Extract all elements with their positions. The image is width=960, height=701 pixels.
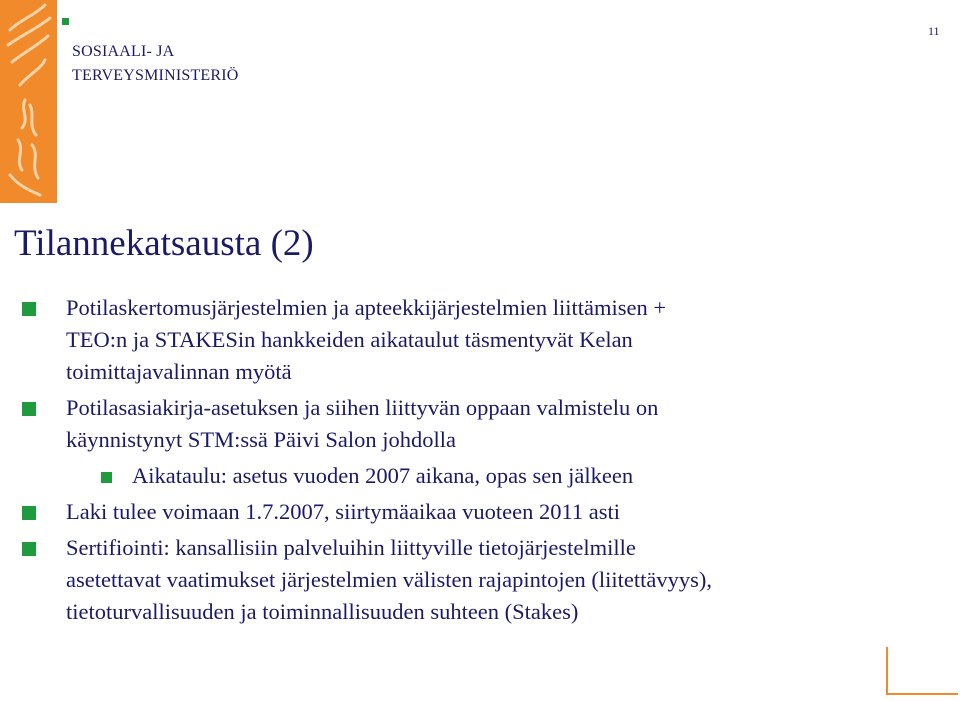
bullet-item-1	[0, 292, 960, 388]
ministry-name	[72, 40, 239, 88]
ministry-name-line1: SOSIAALI- JA	[72, 43, 175, 60]
bullet-square-icon	[22, 542, 36, 556]
bullet-text: Potilaskertomusjärjestelmien ja apteekkijärjestelmien liittämisen +	[66, 295, 667, 320]
bullet-item-3	[0, 496, 960, 528]
ministry-logo-icon	[0, 0, 57, 203]
bullet-square-icon	[22, 302, 36, 316]
sub-bullet-item	[0, 460, 960, 492]
bullet-square-icon	[22, 402, 36, 416]
bullet-text: Laki tulee voimaan 1.7.2007, siirtymäaikaa vuoteen 2011 asti	[66, 499, 621, 524]
bullet-text: tietoturvallisuuden ja toiminnallisuuden suhteen (Stakes)	[66, 599, 579, 624]
ministry-name-line2: TERVEYSMINISTERIÖ	[72, 67, 239, 84]
ministry-logo	[0, 0, 57, 203]
bullet-text: toimittajavalinnan myötä	[66, 359, 292, 384]
bullet-text: Potilasasiakirja-asetuksen ja siihen liittyvän oppaan valmistelu on	[66, 395, 659, 420]
bullet-text: käynnistynyt STM:ssä Päivi Salon johdolla	[66, 427, 457, 452]
bullet-list	[0, 292, 960, 632]
sub-bullet-text: Aikataulu: asetus vuoden 2007 aikana, opas sen jälkeen	[132, 463, 634, 488]
corner-decoration	[886, 647, 958, 695]
bullet-text: TEO:n ja STAKESin hankkeiden aikataulut täsmentyvät Kelan	[66, 327, 633, 352]
page-number: 11	[928, 24, 940, 38]
sub-bullet-square-icon	[101, 472, 112, 483]
bullet-item-2	[0, 392, 960, 456]
header-square-icon	[62, 18, 69, 25]
bullet-text: asetettavat vaatimukset järjestelmien välisten rajapintojen (liitettävyys),	[66, 567, 713, 592]
bullet-text: Sertifiointi: kansallisiin palveluihin liittyville tietojärjestelmille	[66, 535, 636, 560]
bullet-square-icon	[22, 506, 36, 520]
bullet-item-4	[0, 532, 960, 628]
slide-title: Tilannekatsausta (2)	[14, 223, 314, 264]
